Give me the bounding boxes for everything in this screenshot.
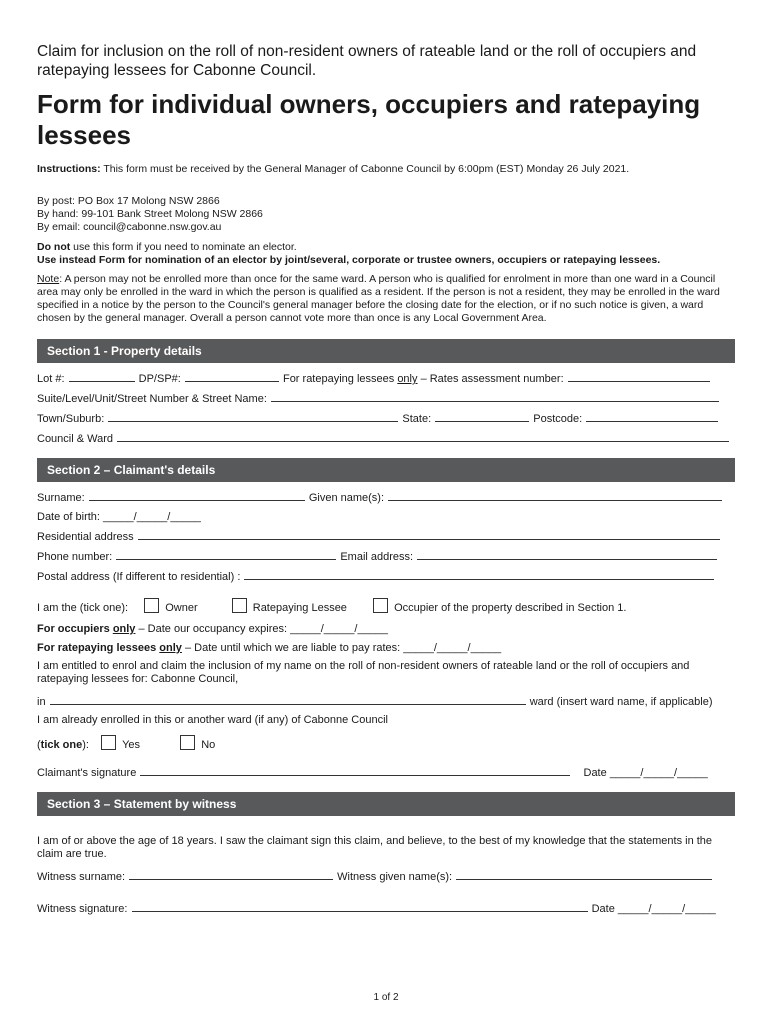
post-address: By post: PO Box 17 Molong NSW 2866 <box>37 195 220 207</box>
email-field[interactable] <box>417 549 717 560</box>
dob-field[interactable]: _____/_____/_____ <box>103 511 201 523</box>
lessees-only: only <box>159 642 182 654</box>
witness-statement: I am of or above the age of 18 years. I saw the claimant sign this claim, and believe, to the best of my knowledge that the statements in the claim are true. <box>37 835 713 860</box>
witness-signature-row <box>37 901 735 916</box>
no-checkbox[interactable] <box>180 735 195 750</box>
street-row <box>37 391 735 406</box>
lessee-date-row <box>37 641 735 655</box>
witness-date-label: Date <box>591 903 615 915</box>
email-address: By email: council@cabonne.nsw.gov.au <box>37 221 222 233</box>
occupancy-row <box>37 622 735 636</box>
ward-label: Council & Ward <box>37 433 114 445</box>
yes-checkbox[interactable] <box>101 735 116 750</box>
entitlement-statement: I am entitled to enrol and claim the inclusion of my name on the roll of non-resident owners of rateable land or the roll of occupiers and ratepaying lessees for: Cabonne Council, <box>37 660 690 685</box>
enrolled-row: I am already enrolled in this or another ward (if any) of Cabonne Council <box>37 714 388 726</box>
town-row <box>37 411 735 426</box>
use-instead: Use instead Form for nomination of an elector by joint/several, corporate or trustee owners, occupiers or ratepaying lessees. <box>37 254 661 266</box>
occupiers-only: only <box>112 623 136 635</box>
section-2-header: Section 2 – Claimant's details <box>37 458 735 482</box>
state-label: State: <box>402 413 432 425</box>
residential-field[interactable] <box>138 529 720 540</box>
instructions-label: Instructions: <box>37 163 101 175</box>
witness-given-label: Witness given name(s): <box>337 871 453 883</box>
dob-row <box>37 510 735 524</box>
contact-row <box>37 549 735 564</box>
postal-row <box>37 569 735 584</box>
residential-label: Residential address <box>37 531 134 543</box>
name-row <box>37 490 735 505</box>
in-label: in <box>37 696 46 708</box>
email-label: Email address: <box>340 551 414 563</box>
owner-label: Owner <box>165 602 198 614</box>
witness-surname-field[interactable] <box>129 869 333 880</box>
dob-label: Date of birth: <box>37 511 100 523</box>
paren-close: ): <box>82 739 89 751</box>
enrolled-tick-row <box>37 735 735 752</box>
witness-given-field[interactable] <box>456 869 712 880</box>
section-1-header: Section 1 - Property details <box>37 339 735 363</box>
witness-surname-label: Witness surname: <box>37 871 126 883</box>
occupier-checkbox[interactable] <box>373 598 388 613</box>
town-label: Town/Suburb: <box>37 413 105 425</box>
witness-date-field[interactable]: _____/_____/_____ <box>617 903 716 915</box>
section-3-header: Section 3 – Statement by witness <box>37 792 735 816</box>
do-not-text: use this form if you need to nominate an elector. <box>73 241 297 253</box>
paren-open: ( <box>37 739 41 751</box>
note-text: : A person may not be enrolled more than once for the same ward. A person who is qualified for enrolment in more than one ward in a Council area may only be enrolled in the ward in which the person is qualified as a resident. If the person is not a resident, they may be enrolled in the ward specified in a notice by the person to the Council's general manager before the closing date for the election, or if no such notice is given, a ward chosen by the general manager. Overall a person cannot vote more than once is any Local Government Area. <box>37 273 720 324</box>
phone-label: Phone number: <box>37 551 113 563</box>
ward-note: ward (insert ward name, if applicable) <box>529 696 713 708</box>
no-label: No <box>201 739 216 751</box>
occupiers-label: For occupiers <box>37 623 110 635</box>
ward-field[interactable] <box>117 431 729 442</box>
rates-liability-label: – Date until which we are liable to pay rates: <box>184 642 401 654</box>
given-name-label: Given name(s): <box>308 492 385 504</box>
lessee-checkbox[interactable] <box>232 598 247 613</box>
postal-field[interactable] <box>244 569 714 580</box>
ward-row <box>37 431 735 446</box>
claimant-signature-label: Claimant's signature <box>37 767 137 779</box>
given-name-field[interactable] <box>388 490 722 501</box>
note <box>37 273 735 325</box>
lessee-label: Ratepaying Lessee <box>252 602 347 614</box>
phone-field[interactable] <box>116 549 336 560</box>
occupancy-expiry-field[interactable]: _____/_____/_____ <box>290 623 389 635</box>
yes-label: Yes <box>122 739 141 751</box>
rates-only: only <box>397 373 418 385</box>
postcode-field[interactable] <box>586 411 718 422</box>
claimant-date-field[interactable]: _____/_____/_____ <box>609 767 708 779</box>
claimant-signature-field[interactable] <box>140 765 570 776</box>
note-label: Note <box>37 273 60 285</box>
occupancy-expiry-label: – Date our occupancy expires: <box>138 623 288 635</box>
witness-signature-label: Witness signature: <box>37 903 128 915</box>
witness-signature-field[interactable] <box>132 901 588 912</box>
claim-ward-field[interactable] <box>50 694 526 705</box>
form-intro: Claim for inclusion on the roll of non-resident owners of rateable land or the roll of occupiers and ratepaying lessees for Cabonne Council. <box>37 43 697 79</box>
contact-methods <box>37 195 735 234</box>
instructions-text: This form must be received by the General Manager of Cabonne Council by 6:00pm (EST) Monday 26 July 2021. <box>103 163 630 175</box>
residential-row <box>37 529 735 544</box>
claimant-type-row <box>37 598 735 615</box>
lot-field[interactable] <box>69 371 135 382</box>
ward-in-row <box>37 694 735 709</box>
rates-number-label: – Rates assessment number: <box>420 373 564 385</box>
street-field[interactable] <box>271 391 719 402</box>
instructions <box>37 163 735 176</box>
town-field[interactable] <box>108 411 398 422</box>
claimant-signature-row <box>37 765 735 780</box>
dp-field[interactable] <box>185 371 279 382</box>
tick-one-label: tick one <box>40 739 83 751</box>
postal-label: Postal address (If different to residential) : <box>37 571 241 583</box>
do-not-notice <box>37 241 735 267</box>
postcode-label: Postcode: <box>533 413 583 425</box>
lot-label: Lot #: <box>37 373 65 385</box>
page-number: 1 of 2 <box>373 992 399 1003</box>
rates-liability-field[interactable]: _____/_____/_____ <box>403 642 502 654</box>
witness-name-row <box>37 869 735 884</box>
rates-label: For ratepaying lessees <box>282 373 395 385</box>
owner-checkbox[interactable] <box>144 598 159 613</box>
form-title: Form for individual owners, occupiers and ratepaying lessees <box>37 89 701 150</box>
hand-address: By hand: 99-101 Bank Street Molong NSW 2866 <box>37 208 263 220</box>
surname-field[interactable] <box>89 490 305 501</box>
lot-row <box>37 371 735 386</box>
lessees-label: For ratepaying lessees <box>37 642 157 654</box>
rates-number-field[interactable] <box>568 371 710 382</box>
do-not-label: Do not <box>37 241 71 253</box>
surname-label: Surname: <box>37 492 85 504</box>
street-label: Suite/Level/Unit/Street Number & Street Name: <box>37 393 267 405</box>
state-field[interactable] <box>435 411 529 422</box>
occupier-label: Occupier of the property described in Section 1. <box>394 602 627 614</box>
claimant-date-label: Date <box>583 767 607 779</box>
claimant-type-label: I am the (tick one): <box>37 602 129 614</box>
dp-label: DP/SP#: <box>138 373 181 385</box>
